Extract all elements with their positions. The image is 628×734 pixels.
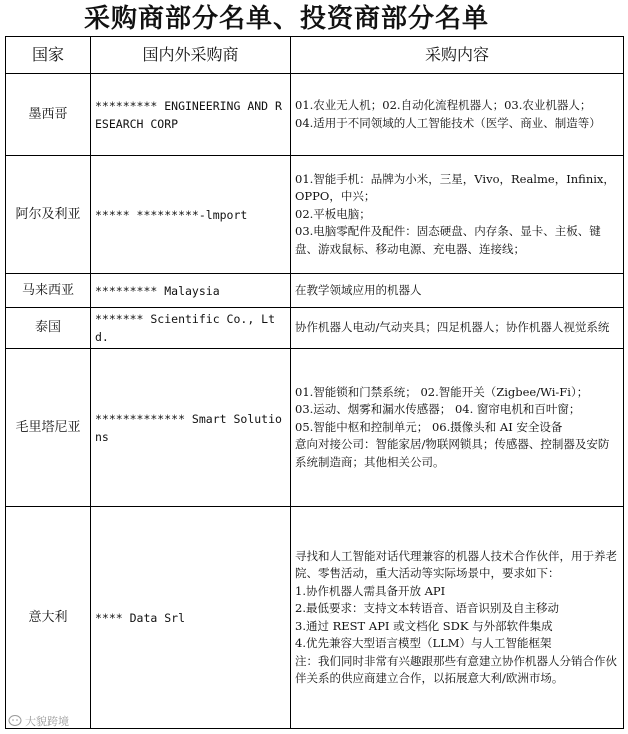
content-line: 注：我们同时非常有兴趣跟那些有意建立协作机器人分销合作伙伴关系的供应商建立合作，以拓展意大利/欧洲市场。 [295,653,617,685]
content-line: 05.智能中枢和控制单元； 06.摄像头和 AI 安全设备 [295,419,563,434]
content-line: 1.协作机器人需具备开放 API [295,583,446,598]
table-row [6,308,624,349]
content-line: 03.运动、烟雾和漏水传感器； 04. 窗帘电机和百叶窗； [295,402,581,417]
content-line: 意向对接公司：智能家居/物联网锁具；传感器、控制器及安防系统制造商；其他相关公司。 [295,437,610,469]
content-line: 01.智能锁和门禁系统； 02.智能开关（Zigbee/Wi-Fi）； [295,384,589,399]
table-row [6,156,624,274]
table-row [6,349,624,507]
table-row [6,274,624,308]
buyer-cell: ******* Scientific Co., Ltd. [91,308,291,349]
content-line: 2.最低要求：支持文本转语音、语音识别及自主移动 [295,601,559,615]
table-row [6,74,624,156]
buyer-cell: ********* Malaysia [91,274,291,308]
content-line: 01.智能手机：品牌为小米，三星，Vivo，Realme，Infinix，OPPO，中兴； [295,171,615,204]
watermark-text: 大貌跨境 [25,715,69,728]
buyer-cell: ***** *********-lmport [91,156,291,274]
header-country: 国家 [6,37,91,74]
header-content: 采购内容 [291,37,624,74]
header-buyer: 国内外采购商 [91,37,291,74]
buyer-cell: ********* ENGINEERING AND RESEARCH CORP [91,74,291,156]
watermark [8,712,69,730]
content-line: 01.农业无人机；02.自动化流程机器人；03.农业机器人； [295,98,592,112]
content-line: 在教学领域应用的机器人 [295,282,422,297]
country-cell: 马来西亚 [6,274,91,308]
country-cell: 泰国 [6,308,91,349]
buyer-table [5,36,624,729]
content-line: 02.平板电脑； [295,206,371,221]
country-cell: 阿尔及利亚 [6,156,91,274]
buyer-cell: **** Data Srl [91,507,291,729]
content-line: 协作机器人电动/气动夹具；四足机器人；协作机器人视觉系统 [295,320,610,335]
content-cell [291,507,624,729]
table-header-row [6,37,624,74]
buyer-cell: ************* Smart Solutions [91,349,291,507]
content-line: 04.适用于不同领域的人工智能技术（医学、商业、制造等） [295,115,601,130]
country-cell: 毛里塔尼亚 [6,349,91,507]
table-row [6,507,624,729]
content-line: 4.优先兼容大型语言模型（LLM）与人工智能框架 [295,636,552,650]
content-line: 03.电脑零配件及配件：固态硬盘、内存条、显卡、主板、键盘、游戏鼠标、移动电源、充电器、连接线； [295,224,601,256]
content-cell [291,274,624,308]
content-line: 寻找和人工智能对话代理兼容的机器人技术合作伙伴，用于养老院、零售活动，重大活动等实际场景中，要求如下： [295,548,617,580]
content-cell [291,74,624,156]
country-cell: 墨西哥 [6,74,91,156]
page-title: 采购商部分名单、投资商部分名单 [84,4,490,34]
content-cell [291,349,624,507]
chat-bubble-icon [8,714,22,728]
country-cell: 意大利 [6,507,91,729]
content-cell [291,308,624,349]
content-line: 3.通过 REST API 或文档化 SDK 与外部软件集成 [295,618,553,633]
content-cell [291,156,624,274]
